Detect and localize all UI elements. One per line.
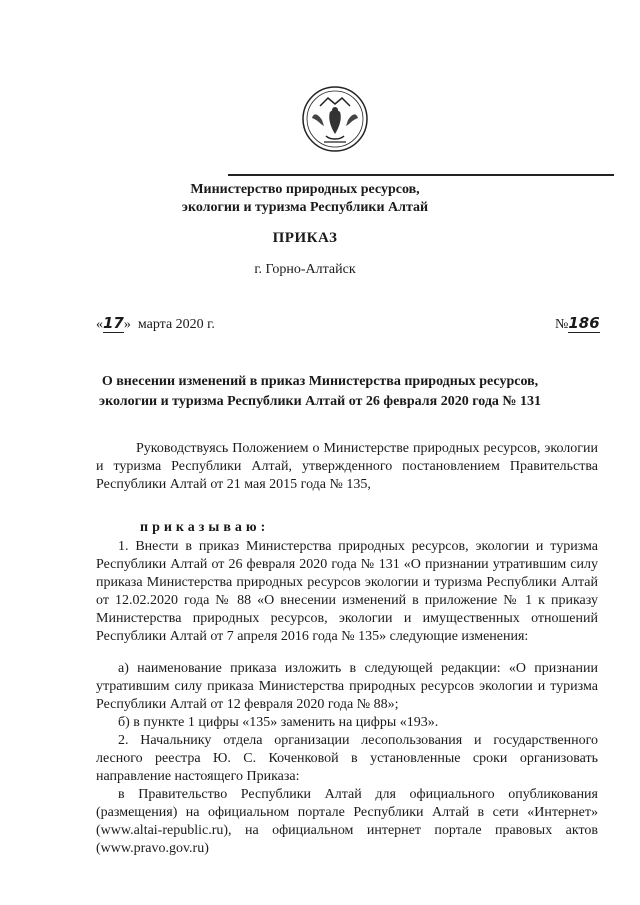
date-open-quote: « [96, 317, 103, 332]
item-1a-paragraph: а) наименование приказа изложить в следующей редакции: «О признании утратившим силу приказа Министерства природных ресурсов экологии и туризма Республики Алтай от 12 февраля 2020 года № 88»; [96, 661, 598, 712]
date-day: 17 [103, 314, 124, 332]
subject-line2: экологии и туризма Республики Алтай от 26 февраля 2020 года № 131 [99, 394, 541, 409]
header-divider [228, 174, 614, 176]
subject-line1: О внесении изменений в приказ Министерства природных ресурсов, [101, 374, 539, 389]
date-close-quote: » [123, 317, 131, 332]
order-subject [60, 372, 580, 412]
number-sign: № [555, 317, 569, 332]
date-month-year: марта 2020 г. [137, 317, 215, 332]
city: г. Горно-Алтайск [254, 262, 356, 277]
item-2a-paragraph: в Правительство Республики Алтай для официального опубликования (размещения) на официальном портале Республики Алтай в сети «Интернет» (www.altai-republic.ru), на официальном интернет портале правовых актов (www.pravo.gov.ru) [96, 787, 598, 856]
decree-word: приказываю: [140, 520, 270, 535]
item-1-paragraph: 1. Внести в приказ Министерства природных ресурсов, экологии и туризма Республики Алтай от 26 февраля 2020 года № 131 «О признании утратившим силу приказа Министерства природных ресурсов экологии и туризма Республики Алтай от 12.02.2020 года № 88 «О внесении изменений в приложение № 1 к приказу Министерства природных ресурсов, экологии и имущественных отношений Республики Алтай от 7 апреля 2016 года № 135» следующие изменения: [96, 539, 598, 644]
document-type: ПРИКАЗ [272, 230, 338, 246]
item-1b-paragraph: б) в пункте 1 цифры «135» заменить на цифры «193». [118, 715, 439, 730]
ministry-name-line1: Министерство природных ресурсов, [190, 182, 420, 197]
preamble-paragraph: Руководствуясь Положением о Министерстве природных ресурсов, экологии и туризма Республики Алтай, утвержденного постановлением Правительства Республики Алтай от 21 мая 2015 года № 135, [96, 441, 598, 492]
order-number [555, 314, 600, 333]
item-2-paragraph: 2. Начальнику отдела организации лесопользования и государственного лесного реестра Ю. С. Коченковой в установленные сроки организовать направление настоящего Приказа: [96, 733, 598, 784]
number-value: 186 [568, 314, 600, 332]
order-date [96, 314, 215, 333]
coat-of-arms-emblem [300, 84, 370, 154]
ministry-name-line2: экологии и туризма Республики Алтай [181, 200, 429, 215]
ministry-name [95, 181, 515, 217]
